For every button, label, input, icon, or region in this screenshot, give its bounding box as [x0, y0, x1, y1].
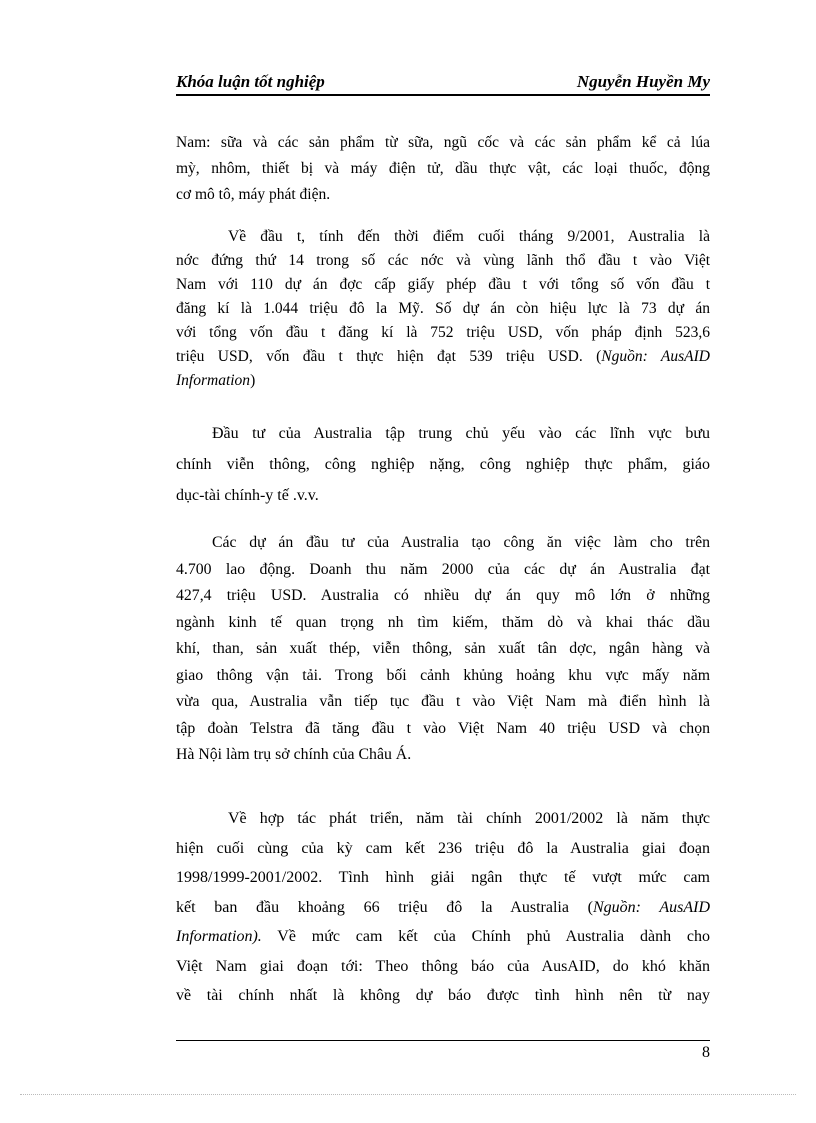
text-line: 4.700 lao động. Doanh thu năm 2000 của các dự án Australia đạt — [176, 560, 710, 578]
text-line: vừa qua, Australia vẫn tiếp tục đầu t vào Việt Nam mà điển hình là — [176, 693, 710, 710]
page-header — [176, 70, 710, 96]
text-line: đăng kí là 1.044 triệu đô la Mỹ. Số dự án còn hiệu lực là 73 dự án — [176, 300, 710, 317]
text-line: tập đoàn Telstra đã tăng đầu t vào Việt Nam 40 triệu USD và chọn — [176, 719, 710, 737]
text-line: Việt Nam giai đoạn tới: Theo thông báo của AusAID, do khó khăn — [176, 957, 710, 975]
source-citation: Nguồn: AusAID — [601, 348, 710, 365]
text-segment: ) — [250, 372, 256, 389]
source-citation-cont: Information). — [176, 928, 262, 945]
text-segment: kết ban đầu khoảng 66 triệu đô la Australia ( — [176, 898, 593, 916]
footer-divider — [176, 1040, 710, 1041]
text-line: nớc đứng thứ 14 trong số các nớc và vùng lãnh thổ đầu t vào Việt — [176, 252, 710, 269]
text-line-with-source — [176, 345, 710, 369]
text-line: cơ mô tô, máy phát điện. — [176, 186, 331, 203]
text-line: ngành kinh tế quan trọng nh tìm kiếm, thăm dò và khai thác dầu — [176, 613, 710, 631]
text-segment: Về mức cam kết của Chính phủ Australia dành cho — [261, 928, 710, 945]
text-line: Hà Nội làm trụ sở chính của Châu Á. — [176, 746, 412, 763]
text-line: Về hợp tác phát triển, năm tài chính 2001/2002 là năm thực — [228, 810, 710, 827]
text-line: Về đầu t, tính đến thời điểm cuối tháng 9/2001, Australia là — [228, 228, 710, 245]
text-line: với tổng vốn đầu t đăng kí là 752 triệu USD, vốn pháp định 523,6 — [176, 324, 710, 341]
paragraph-export-list — [176, 130, 710, 208]
page-number: 8 — [702, 1044, 710, 1061]
text-line: mỳ, nhôm, thiết bị và máy điện tử, dầu thực vật, các loại thuốc, động — [176, 160, 710, 177]
text-line: 427,4 triệu USD. Australia có nhiều dự án quy mô lớn ở những — [176, 587, 710, 604]
page-boundary-divider — [20, 1094, 796, 1095]
text-line: Nam với 110 dự án đợc cấp giấy phép đầu t với tổng số vốn đầu t — [176, 276, 710, 293]
header-thesis-title: Khóa luận tốt nghiệp — [176, 72, 325, 91]
text-line: hiện cuối cùng của kỳ cam kết 236 triệu đô la Australia giai đoạn — [176, 839, 710, 857]
paragraph-development-cooperation — [176, 804, 710, 1011]
text-line: khí, than, sản xuất thép, viễn thông, sản xuất tân dợc, ngân hàng và — [176, 640, 710, 657]
text-line — [176, 369, 710, 393]
paragraph-sectors — [176, 418, 710, 511]
text-line: giao thông vận tải. Trong bối cảnh khủng hoảng khu vực mấy năm — [176, 666, 710, 684]
text-line: Nam: sữa và các sản phẩm từ sữa, ngũ cốc và các sản phẩm kể cả lúa — [176, 134, 710, 151]
text-segment: triệu USD, vốn đầu t thực hiện đạt 539 triệu USD. ( — [176, 348, 602, 365]
header-author-name: Nguyễn Huyền My — [576, 72, 710, 91]
text-line: Đầu tư của Australia tập trung chủ yếu vào các lĩnh vực bưu — [212, 425, 710, 442]
text-line: về tài chính nhất là không dự báo được tình hình nên từ nay — [176, 987, 710, 1004]
source-citation: Nguồn: AusAID — [592, 898, 711, 916]
text-line: 1998/1999-2001/2002. Tình hình giải ngân thực tế vượt mức cam — [176, 869, 710, 886]
paragraph-projects — [176, 530, 710, 769]
text-line — [176, 922, 710, 952]
paragraph-investment — [176, 225, 710, 393]
text-line-with-source — [176, 893, 710, 923]
source-citation-cont: Information — [176, 372, 251, 389]
text-line: chính viễn thông, công nghiệp nặng, công nghiệp thực phẩm, giáo — [176, 456, 710, 473]
text-line: Các dự án đầu tư của Australia tạo công ăn việc làm cho trên — [212, 534, 710, 551]
text-line: dục-tài chính-y tế .v.v. — [176, 487, 319, 504]
